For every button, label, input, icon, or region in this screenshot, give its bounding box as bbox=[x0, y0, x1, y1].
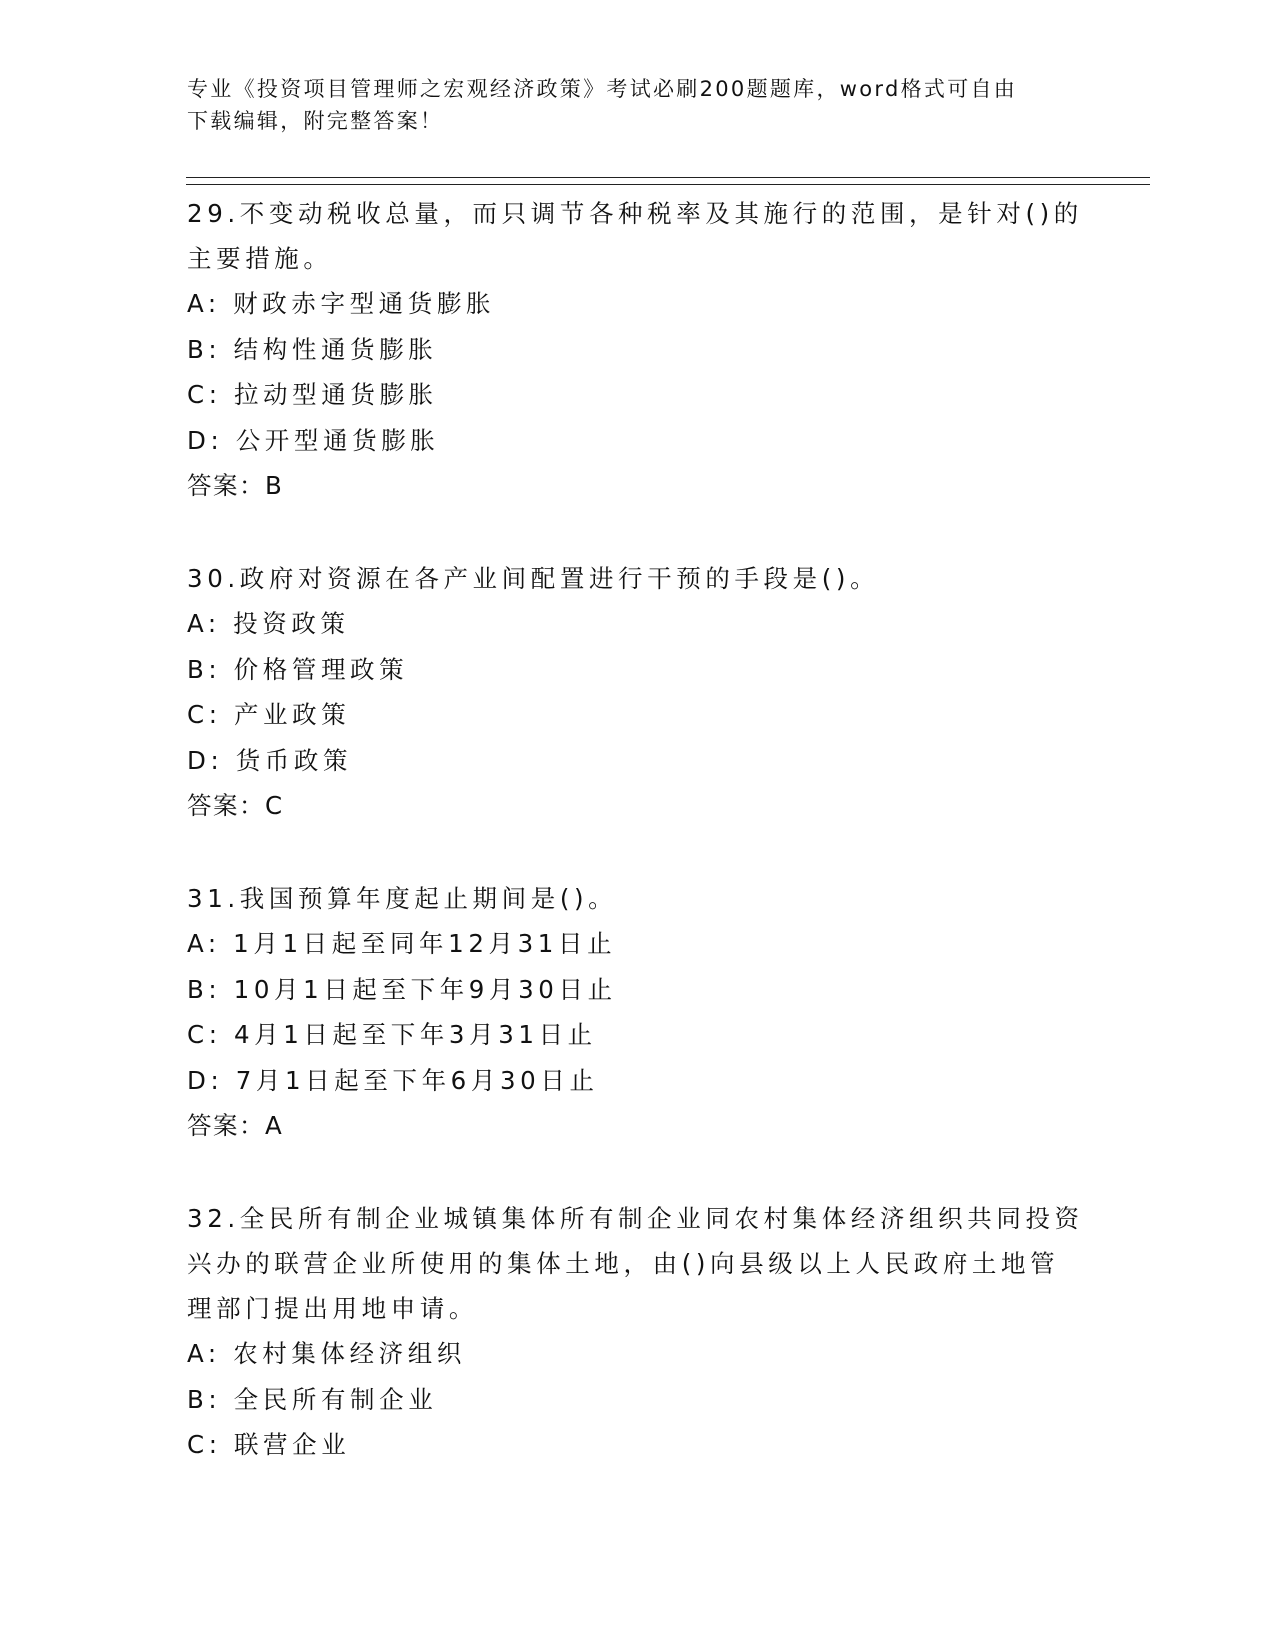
header-divider-bottom bbox=[186, 184, 1150, 185]
question-30 bbox=[187, 556, 1087, 829]
question-stem: 31.我国预算年度起止期间是()。 bbox=[187, 884, 618, 913]
question-stem: 主要措施。 bbox=[187, 244, 333, 273]
option-d: D: 7月1日起至下年6月30日止 bbox=[187, 1065, 599, 1095]
question-stem: 29.不变动税收总量，而只调节各种税率及其施行的范围，是针对()的 bbox=[187, 199, 1083, 228]
option-b: B: 价格管理政策 bbox=[187, 654, 409, 684]
option-a: A: 农村集体经济组织 bbox=[187, 1339, 466, 1368]
question-stem: 兴办的联营企业所使用的集体土地，由()向县级以上人民政府土地管 bbox=[187, 1249, 1060, 1278]
question-stem: 32.全民所有制企业城镇集体所有制企业同农村集体经济组织共同投资 bbox=[187, 1204, 1084, 1233]
document-header bbox=[187, 73, 1087, 137]
question-list bbox=[187, 191, 1087, 1515]
option-c: C: 4月1日起至下年3月31日止 bbox=[187, 1020, 597, 1049]
option-d: D: 公开型通货膨胀 bbox=[187, 425, 440, 455]
option-d: D: 货币政策 bbox=[187, 745, 353, 775]
option-a: A: 财政赤字型通货膨胀 bbox=[187, 289, 496, 318]
header-divider-top bbox=[186, 177, 1150, 178]
answer-line: 答案：A bbox=[187, 1111, 284, 1140]
question-stem: 30.政府对资源在各产业间配置进行干预的手段是()。 bbox=[187, 564, 880, 593]
option-a: A: 投资政策 bbox=[187, 609, 350, 638]
question-31 bbox=[187, 876, 1087, 1149]
option-c: C: 拉动型通货膨胀 bbox=[187, 380, 438, 409]
question-29 bbox=[187, 191, 1087, 509]
header-line-1: 专业《投资项目管理师之宏观经济政策》考试必刷200题题库，word格式可自由 bbox=[187, 77, 1018, 101]
option-b: B: 结构性通货膨胀 bbox=[187, 334, 438, 364]
question-stem: 理部门提出用地申请。 bbox=[187, 1294, 478, 1323]
option-c: C: 产业政策 bbox=[187, 700, 351, 729]
answer-line: 答案：C bbox=[187, 791, 284, 820]
answer-line: 答案：B bbox=[187, 471, 284, 500]
header-line-2: 下载编辑，附完整答案！ bbox=[187, 109, 444, 133]
question-32 bbox=[187, 1196, 1087, 1468]
option-a: A: 1月1日起至同年12月31日止 bbox=[187, 929, 617, 958]
option-b: B: 10月1日起至下年9月30日止 bbox=[187, 974, 617, 1004]
option-c: C: 联营企业 bbox=[187, 1430, 351, 1459]
option-b: B: 全民所有制企业 bbox=[187, 1384, 438, 1414]
